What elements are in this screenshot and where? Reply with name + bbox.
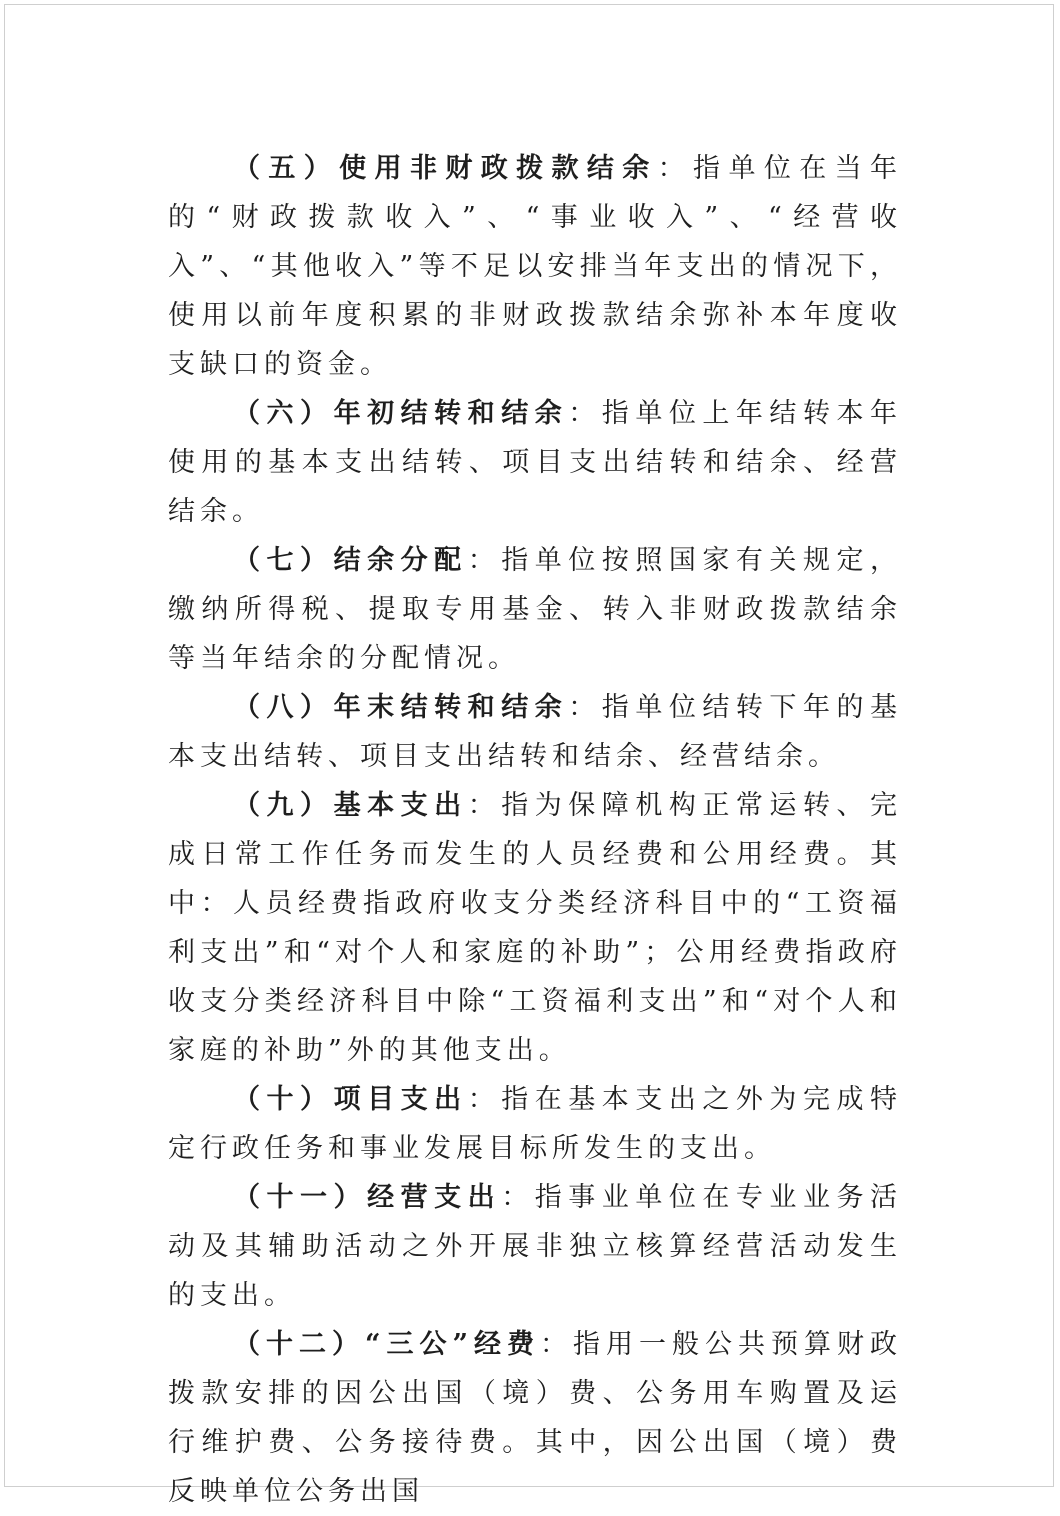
paragraph-section-12 — [168, 1320, 902, 1516]
section-text: ：指单位结转下年的基本支出结转、项目支出结转和结余、经营结余。 — [168, 692, 903, 772]
paragraph-section-7 — [168, 536, 902, 683]
section-text: ：指在基本支出之外为完成特定行政任务和事业发展目标所发生的支出。 — [168, 1084, 903, 1164]
paragraph-section-6 — [168, 389, 902, 536]
section-text: ：指事业单位在专业业务活动及其辅助活动之外开展非独立核算经营活动发生的支出。 — [168, 1182, 903, 1311]
section-term: （五）使用非财政拨款结余 — [233, 153, 658, 184]
paragraph-section-10 — [168, 1075, 902, 1173]
section-text: ：指单位按照国家有关规定，缴纳所得税、提取专用基金、转入非财政拨款结余等当年结余的分配情况。 — [168, 545, 903, 674]
section-text: ：指为保障机构正常运转、完成日常工作任务而发生的人员经费和公用经费。其中：人员经费指政府收支分类经济科目中的“工资福利支出”和“对个人和家庭的补助”；公用经费指政府收支分类经济科目中除“工资福利支出”和“对个人和家庭的补助”外的其他支出。 — [168, 790, 903, 1066]
section-term: （十）项目支出 — [233, 1084, 468, 1115]
paragraph-section-5 — [168, 144, 902, 389]
paragraph-section-11 — [168, 1173, 902, 1320]
section-text: ：指单位在当年的“财政拨款收入”、“事业收入”、“经营收入”、“其他收入”等不足以安排当年支出的情况下，使用以前年度积累的非财政拨款结余弥补本年度收支缺口的资金。 — [168, 153, 903, 380]
section-term: （九）基本支出 — [233, 790, 468, 821]
document-body — [168, 144, 902, 1516]
section-text: ：指用一般公共预算财政拨款安排的因公出国（境）费、公务用车购置及运行维护费、公务接待费。其中，因公出国（境）费反映单位公务出国 — [168, 1329, 902, 1507]
paragraph-section-9 — [168, 781, 902, 1075]
paragraph-section-8 — [168, 683, 902, 781]
section-term: （八）年末结转和结余 — [233, 692, 569, 723]
section-text: ：指单位上年结转本年使用的基本支出结转、项目支出结转和结余、经营结余。 — [168, 398, 903, 527]
section-term: （六）年初结转和结余 — [233, 398, 569, 429]
section-term: （十一）经营支出 — [233, 1182, 502, 1213]
section-term: （七）结余分配 — [233, 545, 468, 576]
document-page — [4, 4, 1054, 1507]
section-term: （十二）“三公”经费 — [233, 1329, 541, 1360]
